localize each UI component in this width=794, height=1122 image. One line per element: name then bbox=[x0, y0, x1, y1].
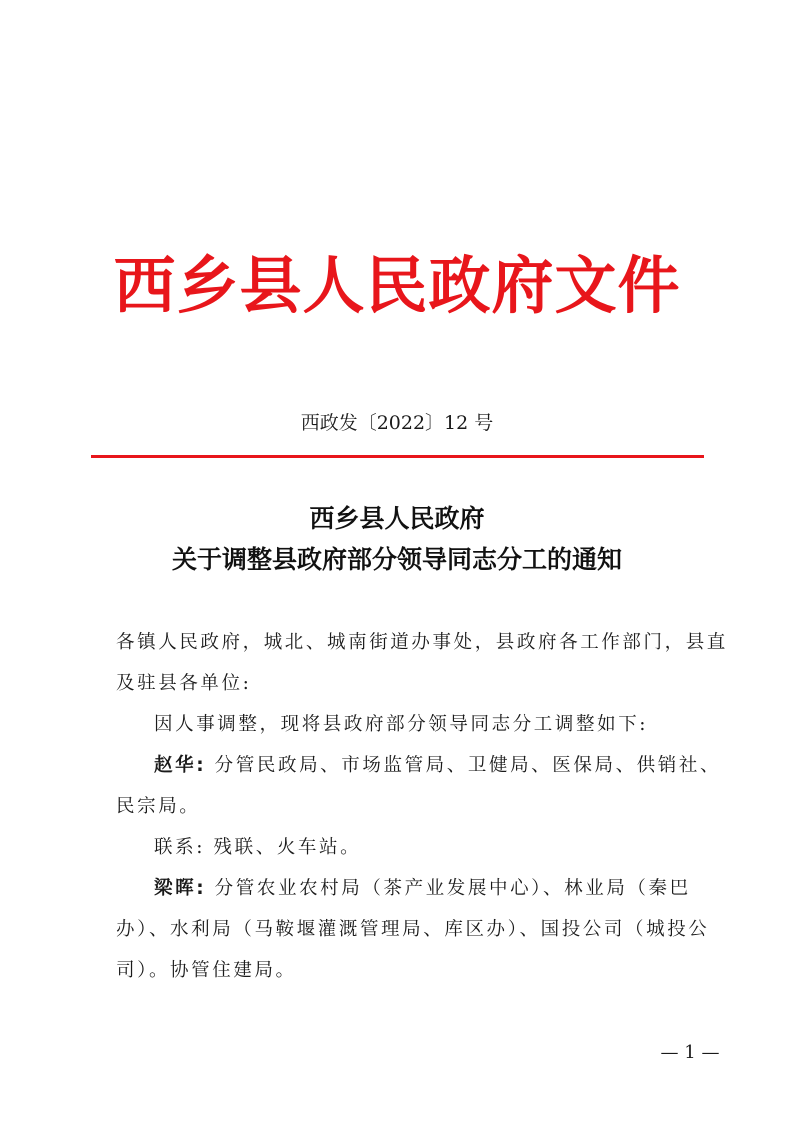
intro-paragraph: 因人事调整，现将县政府部分领导同志分工调整如下: bbox=[154, 714, 649, 735]
leader-paragraph-zhao bbox=[116, 745, 730, 827]
leader-paragraph-liang bbox=[116, 868, 730, 991]
leader-name-liang: 梁晖: bbox=[154, 878, 207, 899]
leader-duties-liang: 分管农业农村局（茶产业发展中心）、林业局（秦巴办）、水利局（马鞍堰灌溉管理局、库区办）、国投公司（城投公司）。协管住建局。 bbox=[116, 878, 710, 981]
addressee-paragraph: 各镇人民政府，城北、城南街道办事处，县政府各工作部门，县直及驻县各单位: bbox=[116, 632, 728, 694]
notice-title-line-2: 关于调整县政府部分领导同志分工的通知 bbox=[171, 545, 622, 574]
leader-name-zhao: 赵华: bbox=[154, 755, 207, 776]
notice-title-line-1: 西乡县人民政府 bbox=[309, 504, 485, 533]
red-separator-line bbox=[91, 455, 704, 458]
notice-body bbox=[116, 622, 730, 991]
contact-paragraph-zhao: 联系: 残联、火车站。 bbox=[154, 837, 362, 858]
document-masthead: 西乡县人民政府文件 bbox=[113, 249, 681, 322]
page-number: — 1 — bbox=[660, 1042, 720, 1063]
document-number: 西政发〔2022〕12 号 bbox=[300, 412, 494, 434]
leader-duties-zhao: 分管民政局、市场监管局、卫健局、医保局、供销社、民宗局。 bbox=[116, 755, 722, 817]
